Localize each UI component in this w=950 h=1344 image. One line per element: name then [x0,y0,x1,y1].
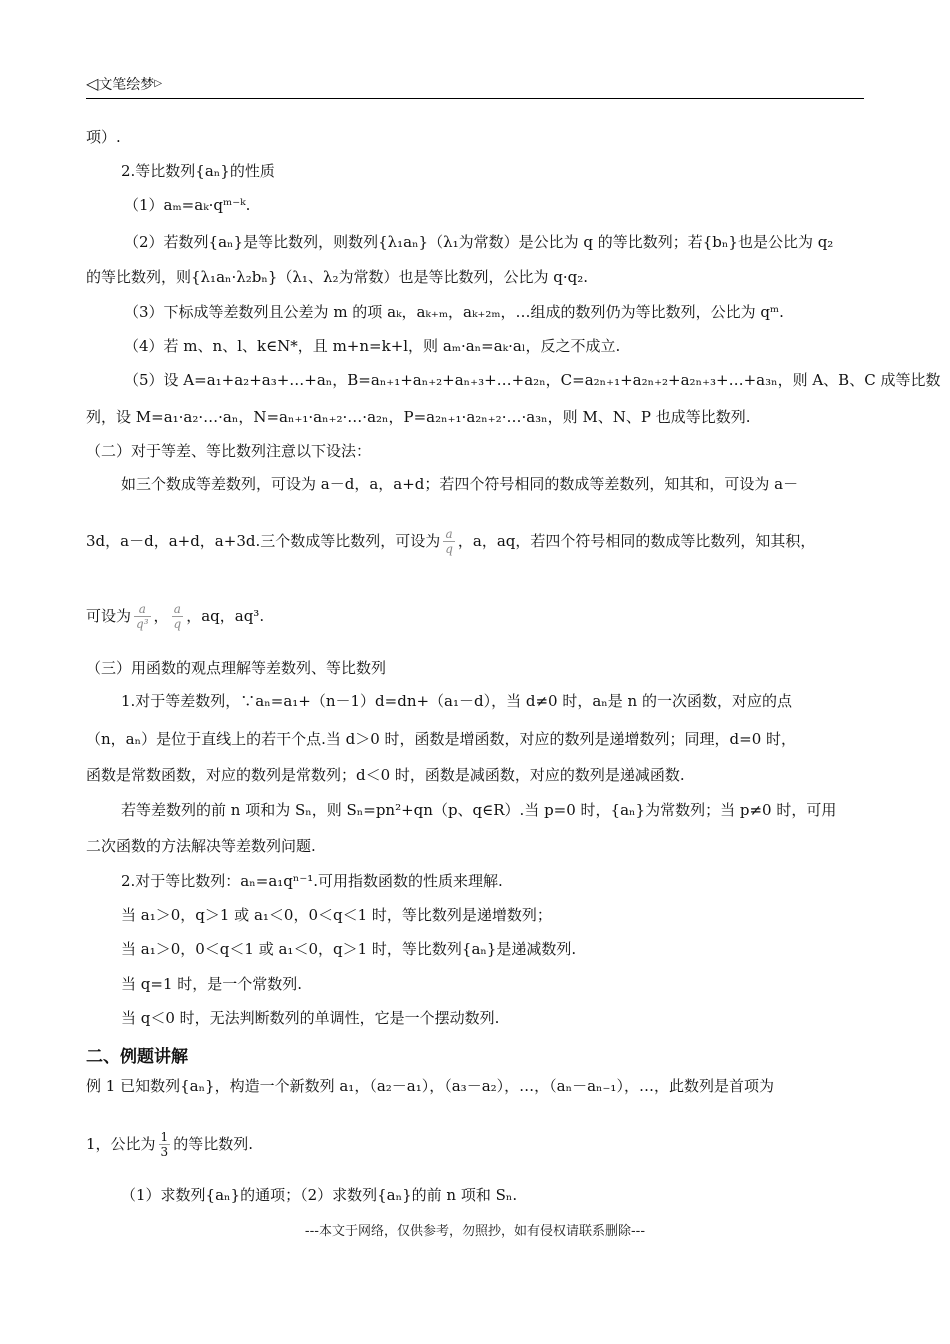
text-line: 的等比数列，则{λ₁aₙ·λ₂bₙ}（λ₁、λ₂为常数）也是等比数列，公比为 q·q₂. [86,268,588,286]
header-brand: 文笔绘梦 [98,77,155,93]
page-header [86,74,864,99]
text-line: （三）用函数的观点理解等差数列、等比数列 [86,659,387,677]
text-line: 二次函数的方法解决等差数列问题. [86,837,316,855]
text-line: （n，aₙ）是位于直线上的若干个点.当 d＞0 时，函数是增函数，对应的数列是递增数列；同理，d=0 时， [86,730,797,748]
text-line: 项）. [86,128,121,146]
text-line: （2）若数列{aₙ}是等比数列，则数列{λ₁aₙ}（λ₁为常数）是公比为 q 的等比数列；若{bₙ}也是公比为 q₂ [124,233,834,251]
page-footer: ---本文于网络，仅供参考，勿照抄，如有侵权请联系删除--- [304,1224,646,1239]
text-line-with-fraction: 可设为 $\frac{a}{\text{q³}}$ ， $\frac{a}{q}$ ，aq，aq³. [86,602,265,632]
text-line: 当 q＜0 时，无法判断数列的单调性，它是一个摆动数列. [121,1009,500,1027]
text-line: （1）aₘ=aₖ·qᵐ⁻ᵏ. [124,196,251,214]
example-line: （1）求数列{aₙ}的通项；（2）求数列{aₙ}的前 n 项和 Sₙ. [121,1186,518,1204]
text-line: 列，设 M=a₁·a₂·…·aₙ，N=aₙ₊₁·aₙ₊₂·…·a₂ₙ，P=a₂ₙ₊₁·a₂ₙ₊₂·…·a₃ₙ，则 M、N、P 也成等比数列. [86,408,751,426]
left-triangle-icon: ◁ [86,74,99,93]
fraction: $\frac{a}{q}$ [173,602,182,632]
text-line: 当 q=1 时，是一个常数列. [121,975,303,993]
text-line: （5）设 A=a₁+a₂+a₃+…+aₙ，B=aₙ₊₁+aₙ₊₂+aₙ₊₃+…+a₂ₙ，C=a₂ₙ₊₁+a₂ₙ₊₂+a₂ₙ₊₃+…+a₃ₙ，则 A、B、C 成等比数 [124,371,941,389]
text-line-with-fraction: 3d，a－d，a+d，a+3d.三个数成等比数列，可设为 $\frac{a}{q}$ ，a，aq，若四个符号相同的数成等比数列，知其积， [86,527,816,557]
section-heading: 二、例题讲解 [86,1047,188,1067]
text-line: 2.对于等比数列：aₙ=a₁qⁿ⁻¹.可用指数函数的性质来理解. [121,872,503,890]
text-line: 如三个数成等差数列，可设为 a－d，a，a+d；若四个符号相同的数成等差数列，知其和，可设为 a－ [121,475,799,493]
fraction: $\frac{a}{q}$ [445,527,453,557]
text-line: （3）下标成等差数列且公差为 m 的项 aₖ，aₖ₊ₘ，aₖ₊₂ₘ，…组成的数列仍为等比数列，公比为 qᵐ. [124,303,784,321]
text-line: （4）若 m、n、l、k∈N*，且 m+n=k+l，则 aₘ·aₙ=aₖ·aₗ，反之不成立. [124,337,621,355]
fraction: $\frac{a}{\text{q³}}$ [136,602,149,632]
fraction: $\frac{1}{3}$ [160,1130,169,1160]
right-triangle-icon: ▷ [154,78,163,89]
text-line: 2.等比数列{aₙ}的性质 [121,162,275,180]
text-line: 当 a₁＞0，0＜q＜1 或 a₁＜0，q＞1 时，等比数列{aₙ}是递减数列. [121,940,577,958]
text-line: 当 a₁＞0，q＞1 或 a₁＜0，0＜q＜1 时，等比数列是递增数列； [121,906,552,924]
text-line: （二）对于等差、等比数列注意以下设法： [86,442,372,460]
example-line: 例 1 已知数列{aₙ}，构造一个新数列 a₁，（a₂－a₁），（a₃－a₂），…，（aₙ－aₙ₋₁），…，此数列是首项为 [86,1077,774,1095]
example-line-with-fraction: 1，公比为 $\frac{1}{3}$ 的等比数列. [86,1130,253,1160]
text-line: 1.对于等差数列，∵aₙ=a₁+（n－1）d=dn+（a₁－d），当 d≠0 时，aₙ是 n 的一次函数，对应的点 [121,692,792,710]
text-line: 函数是常数函数，对应的数列是常数列；d＜0 时，函数是减函数，对应的数列是递减函数. [86,766,685,784]
text-line: 若等差数列的前 n 项和为 Sₙ，则 Sₙ=pn²+qn（p、q∈R）.当 p=0 时，{aₙ}为常数列；当 p≠0 时，可用 [121,801,837,819]
